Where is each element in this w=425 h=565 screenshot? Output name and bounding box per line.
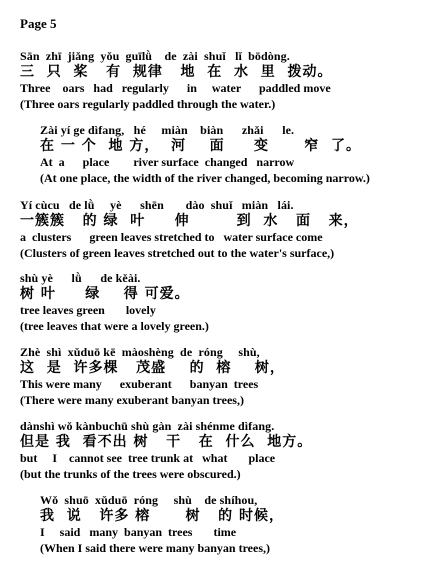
chinese-line: 一簇簇 的 绿 叶 伸 到 水 面 来， — [20, 213, 359, 229]
chinese-line: 树 叶 绿 得 可爱。 — [20, 286, 190, 302]
sentence-block-6 — [0, 418, 425, 482]
translation-line: (tree leaves that were a lovely green.) — [20, 319, 209, 333]
translation-line: (When I said there were many banyan trees,) — [40, 541, 270, 555]
translation-line: (At one place, the width of the river changed, becoming narrow.) — [40, 171, 370, 185]
sentence-block-4 — [0, 270, 425, 334]
chinese-line: 三 只 桨 有 规律 地 在 水 里 拨动。 — [20, 64, 333, 80]
sentence-block-1 — [0, 48, 425, 112]
gloss-line: a clusters green leaves stretched to water surface come — [20, 230, 323, 244]
chinese-line: 在 一 个 地 方， 河 面 变 窄 了。 — [40, 138, 361, 154]
chinese-line: 但是 我 看不出 树 干 在 什么 地方。 — [20, 434, 313, 450]
translation-line: (Three oars regularly paddled through the water.) — [20, 97, 276, 111]
pinyin-line: Yí cùcu de lǜ yè shēn dào shuǐ miàn lái. — [20, 198, 294, 212]
sentence-block-2 — [0, 122, 425, 186]
sentence-block-3 — [0, 197, 425, 261]
gloss-line: I said many banyan trees time — [40, 525, 237, 539]
gloss-line: Three oars had regularly in water paddled move — [20, 81, 331, 95]
gloss-line: tree leaves green lovely — [20, 303, 156, 317]
pinyin-line: Wǒ shuō xǔduō róng shù de shíhou, — [40, 493, 258, 507]
pinyin-line: shù yè lǜ de kěài. — [20, 271, 141, 285]
pinyin-line: Zài yí ge dìfang, hé miàn biàn zhǎi le. — [40, 123, 295, 137]
chinese-line: 这 是 许多棵 茂盛 的 榕 树， — [20, 360, 285, 376]
gloss-line: but I cannot see tree trunk at what place — [20, 451, 276, 465]
pinyin-line: Sān zhī jiǎng yǒu guīlǜ de zài shuǐ lǐ bōdòng. — [20, 49, 290, 63]
page-number: Page 5 — [20, 16, 57, 31]
translation-line: (but the trunks of the trees were obscured.) — [20, 467, 241, 481]
sentence-block-5 — [0, 344, 425, 408]
translation-line: (Clusters of green leaves stretched out to the water's surface,) — [20, 246, 335, 260]
chinese-line: 我 说 许多 榕 树 的 时候， — [40, 508, 284, 524]
pinyin-line: Zhè shì xǔduō kē màoshèng de róng shù, — [20, 345, 260, 359]
gloss-line: This were many exuberant banyan trees — [20, 377, 259, 391]
pinyin-line: dànshì wǒ kànbuchū shù gàn zài shénme dìfang. — [20, 419, 275, 433]
sentence-block-7 — [0, 492, 425, 556]
translation-line: (There were many exuberant banyan trees,) — [20, 393, 244, 407]
gloss-line: At a place river surface changed narrow — [40, 155, 295, 169]
